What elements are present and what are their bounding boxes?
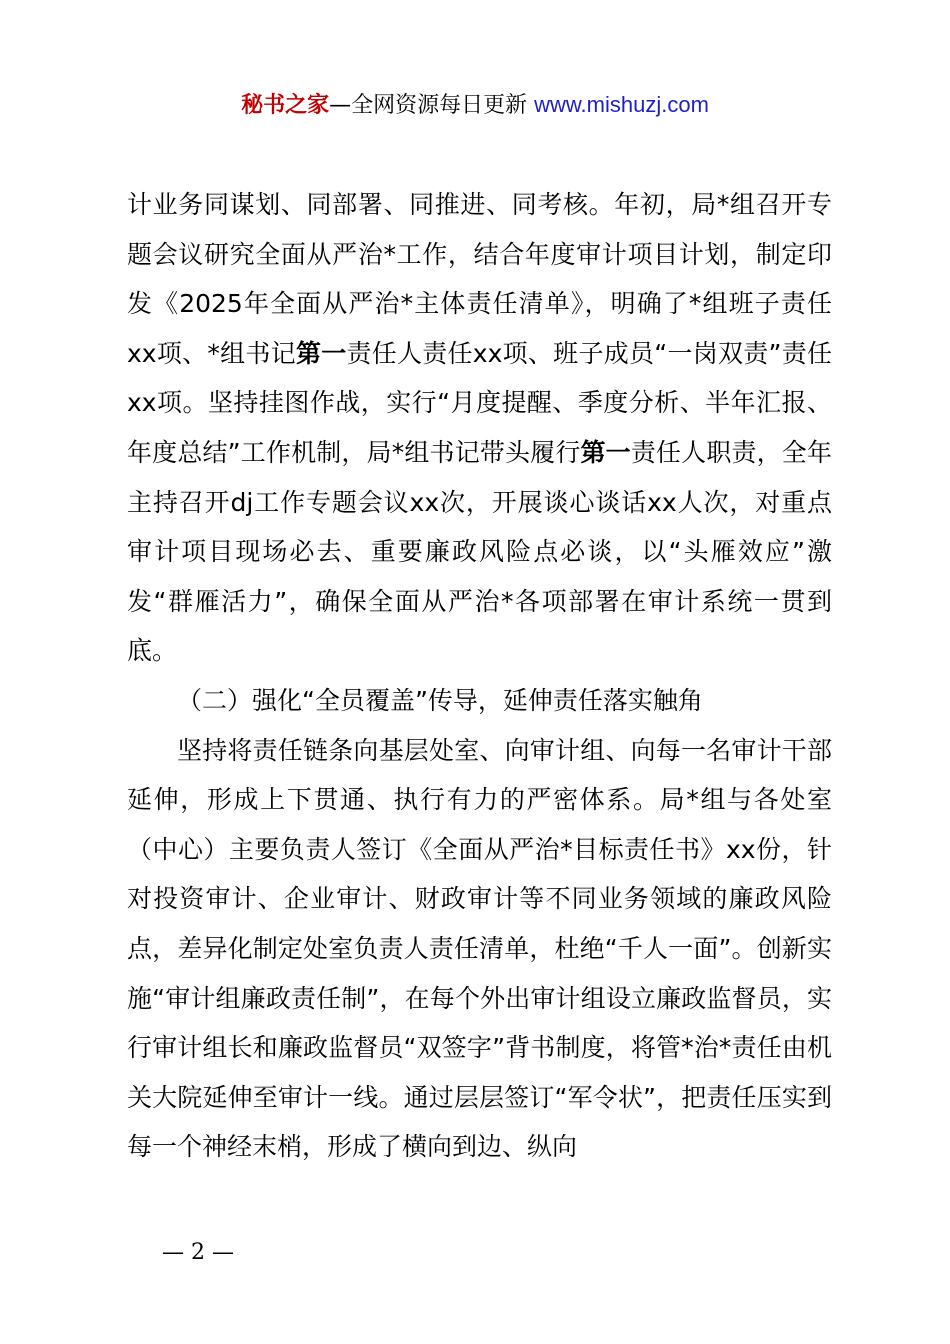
emphasis-run: 第一: [295, 338, 347, 368]
body-paragraph-1: [127, 180, 832, 676]
page-number: — 2 —: [162, 1240, 234, 1265]
header-slogan: —全网资源每日更新: [329, 93, 535, 118]
text-run: 坚持将责任链条向基层处室、向审计组、向每一名审计干部延伸，形成上下贯通、执行有力的严密体系。局*组与各处室（中心）主要负责人签订《全面从严治*目标责任书》xx份，针对投资审计、企业审计、财政审计等不同业务领域的廉政风险点，差异化制定处室负责人责任清单，杜绝“千人一面”。创新实施“审计组廉政责任制”，在每个外出审计组设立廉政监督员，实行审计组长和廉政监督员“双签字”背书制度，将管*治*责任由机关大院延伸至审计一线。通过层层签订“军令状”，把责任压实到每一个神经末梢，形成了横向到边、纵向: [127, 735, 832, 1162]
heading-text: （二）强化“全员覆盖”传导，延伸责任落实触角: [177, 685, 703, 715]
document-body: [127, 180, 832, 1172]
emphasis-run: 第一: [580, 437, 631, 467]
page-header: [0, 88, 950, 123]
section-heading: [127, 676, 832, 726]
text-run: 计业务同谋划、同部署、同推进、同考核。年初，局*组召开专题会议研究全面从严治*工作，结合年度审计项目计划，制定印发《2025年全面从严治*主体责任清单》，明确了*组班子责任xx项、*组书记: [127, 190, 832, 368]
brand-name: 秘书之家: [241, 93, 330, 118]
body-paragraph-2: [127, 726, 832, 1172]
text-run: 责任人职责，全年主持召开dj工作专题会议xx次，开展谈心谈话xx人次，对重点审计项目现场必去、重要廉政风险点必谈，以“头雁效应”激发“群雁活力”，确保全面从严治*各项部署在审计系统一贯到底。: [127, 437, 832, 666]
text-run: 责任人责任xx项、班子成员“一岗双责”责任xx项。坚持挂图作战，实行“月度提醒、季度分析、半年汇报、年度总结”工作机制，局*组书记带头履行: [127, 338, 832, 467]
site-url-link[interactable]: www.mishuzj.com: [534, 92, 709, 117]
